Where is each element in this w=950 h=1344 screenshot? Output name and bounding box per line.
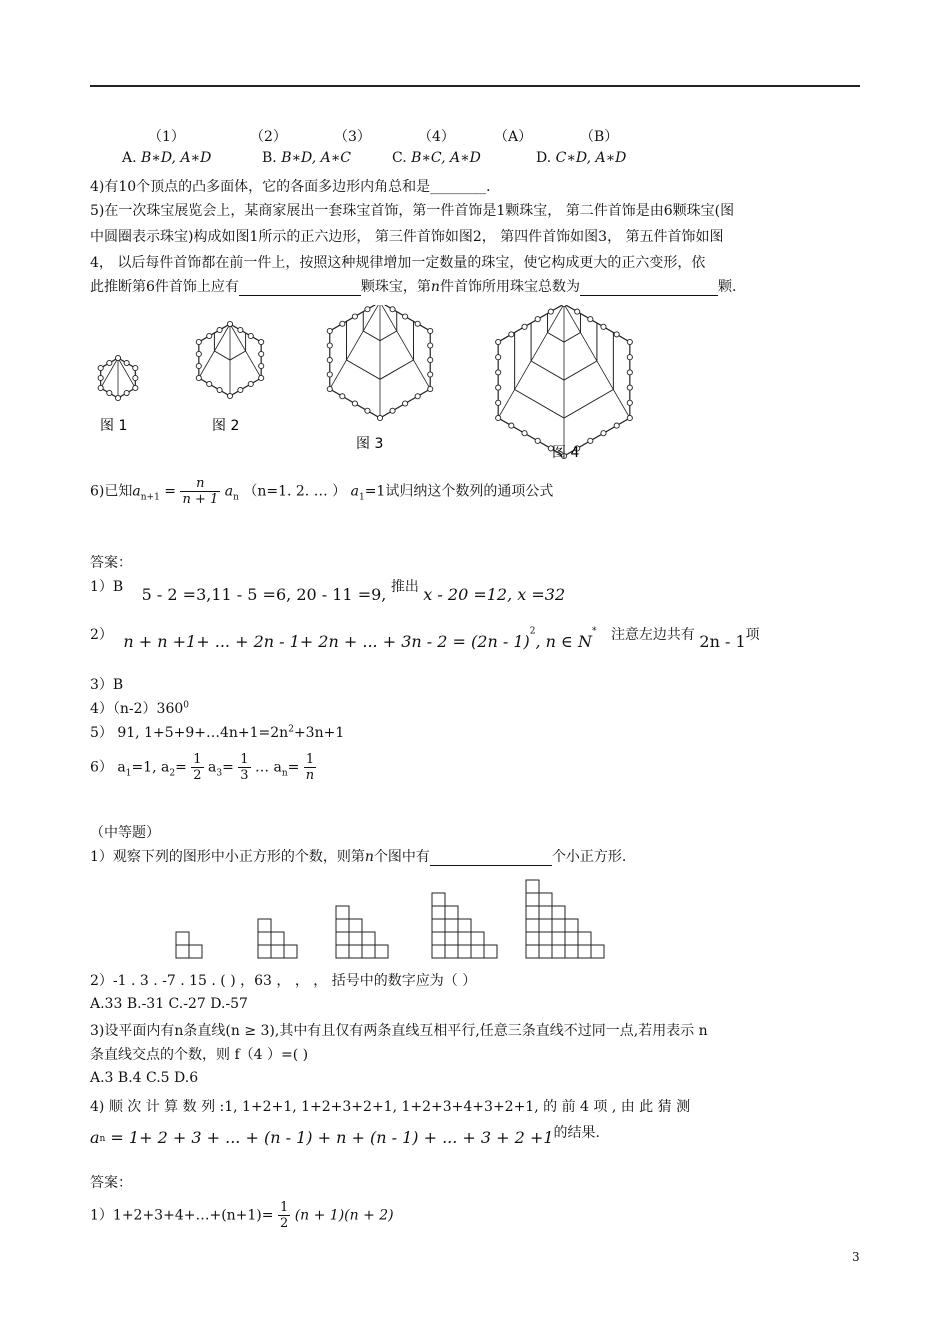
figure-2-jewel (207, 381, 212, 386)
figure-4-jewel (575, 309, 580, 314)
square-fig-5-cell (578, 932, 591, 945)
answer-6: 6） $a_1=1$, $a_2=$ $\frac{1}{2}$ $a_3=$ $\frac{1}{3}$ … $a_n=$ $\frac{1}{n}$ (90, 752, 315, 783)
figure-3-jewel (415, 321, 420, 326)
question-4: 4)有10个顶点的凸多面体，它的各面多边形内角总和是________． (90, 179, 501, 195)
figure-4-jewel (627, 339, 632, 344)
square-fig-5-cell (526, 945, 539, 958)
square-fig-3-cell (336, 906, 349, 919)
square-fig-4-cell (445, 932, 458, 945)
square-fig-3-cell (349, 945, 362, 958)
figure-1-jewel (115, 395, 120, 400)
figure-1-jewel (133, 385, 138, 390)
figure-3-jewel (327, 343, 332, 348)
option-0: A. B∗D, A∗D (122, 150, 212, 166)
medium-question-4-line2: $a_n = 1+ 2 + 3$ + ... + (n - 1) + n + (n - 1) + ... + 3 + 2 +1的结果. (90, 1125, 600, 1147)
figure-1-jewel (124, 390, 129, 395)
square-fig-5-cell (526, 893, 539, 906)
square-fig-4-cell (458, 919, 471, 932)
square-fig-4-cell (432, 919, 445, 932)
square-fig-3-cell (362, 932, 375, 945)
figure-3-jewel (390, 408, 395, 413)
medium-question-2-options: A.33 B.-31 C.-27 D.-57 (90, 996, 248, 1012)
figure-1-jewel (133, 375, 138, 380)
figure-3-jewel (352, 401, 357, 406)
square-fig-4-cell (445, 945, 458, 958)
figure-4-jewel (509, 423, 514, 428)
figure-4-jewel (496, 355, 501, 360)
square-fig-4-cell (484, 945, 497, 958)
figure-4-jewel (561, 305, 566, 307)
figure-4-jewel (496, 385, 501, 390)
square-fig-5-cell (552, 919, 565, 932)
square-fig-5-cell (578, 945, 591, 958)
medium-question-4-line1: 4) 顺 次 计 算 数 列 :1, 1+2+1, 1+2+3+2+1, 1+2+3+4+3+2+1, 的 前 4 项 , 由 此 猜 测 (90, 1099, 691, 1115)
square-fig-3-cell (336, 919, 349, 932)
square-fig-1-cell (176, 932, 189, 945)
option-1: B. B∗D, A∗C (262, 150, 351, 166)
options-header-5: （B） (580, 129, 619, 145)
answer-5: 5） 91, $1+5+9+\dots 4n+1=2n^2+3n+1$ (90, 724, 345, 741)
square-fig-2-cell (284, 945, 297, 958)
figure-4-jewel (627, 385, 632, 390)
square-fig-3-cell (349, 919, 362, 932)
options-header-0: （1） (148, 129, 185, 145)
figure-4-jewel (601, 324, 606, 329)
figure-2-jewel (196, 363, 201, 368)
square-fig-5-cell (552, 932, 565, 945)
figure-2-jewel (238, 327, 243, 332)
square-fig-5-cell (539, 906, 552, 919)
figure-1-jewel (107, 360, 112, 365)
square-fig-5-cell (552, 945, 565, 958)
option-3: D. C∗D, A∗D (536, 150, 627, 166)
figure-2-jewel (259, 339, 264, 344)
square-figures (170, 876, 620, 962)
options-header-3: （4） (418, 129, 455, 145)
square-fig-4-cell (432, 906, 445, 919)
square-fig-5-cell (539, 919, 552, 932)
square-fig-3-cell (375, 945, 388, 958)
figure-4-jewel (627, 355, 632, 360)
figure-3-jewel (428, 386, 433, 391)
figure-3-jewel (390, 307, 395, 312)
medium-question-2: 2）-1 . 3 . -7 . 15 . ( ) ，63 ， ， ， 括号中的数字应为（ ） (90, 973, 477, 989)
square-fig-5-cell (526, 906, 539, 919)
figure-3-jewel (428, 343, 433, 348)
square-fig-4-cell (471, 945, 484, 958)
square-fig-3-cell (362, 945, 375, 958)
figure-3-jewel (428, 328, 433, 333)
figure-3-jewel (365, 307, 370, 312)
square-fig-5-cell (526, 932, 539, 945)
answers-2-title: 答案： (90, 1175, 132, 1191)
figure-4-jewel (627, 370, 632, 375)
figure-4-jewel (522, 324, 527, 329)
figure-4-jewel (535, 317, 540, 322)
figure-3-jewel (327, 357, 332, 362)
figure-4-jewel (496, 339, 501, 344)
figure-label-2: 图 2 (212, 418, 240, 434)
square-fig-2-cell (271, 932, 284, 945)
answer-1: 1）B 5 - 2 =3,11 - 5 =6, 20 - 11 =9, 推出 x - 20 =12, x =32 (90, 579, 566, 604)
answer-2: 2） n + n +1+ ... + 2n - 1+ 2n + ... + 3n - 2 = (2n - 1)$^2$, n ∈ N* 注意左边共有 2n - 1项 (90, 626, 760, 651)
figure-2-jewel (196, 375, 201, 380)
square-fig-5-cell (565, 945, 578, 958)
square-fig-3-cell (336, 932, 349, 945)
options-header-2: （3） (334, 129, 371, 145)
figure-2-spoke-4 (199, 324, 230, 378)
figure-1-jewel (133, 365, 138, 370)
figure-3-jewel (403, 314, 408, 319)
figure-4-jewel (588, 317, 593, 322)
figure-2-jewel (196, 339, 201, 344)
medium-question-3-options: A.3 B.4 C.5 D.6 (90, 1070, 199, 1086)
square-fig-4-cell (458, 945, 471, 958)
square-fig-4-cell (471, 932, 484, 945)
question-5-line3: 4， 以后每件首饰都在前一件上，按照这种规律增加一定数量的珠宝，使它构成更大的正六变形，依 (90, 255, 706, 271)
figure-3-jewel (340, 394, 345, 399)
figure-2-jewel (248, 333, 253, 338)
figure-4-jewel (496, 415, 501, 420)
header-rule (90, 85, 860, 87)
figure-3-jewel (415, 394, 420, 399)
square-fig-3-cell (336, 945, 349, 958)
options-header-1: （2） (250, 129, 287, 145)
question-5-line2: 中圆圈表示珠宝)构成如图1所示的正六边形， 第三件首饰如图2， 第四件首饰如图3， 第五件首饰如图 (90, 229, 724, 245)
medium-answer-1: 1）1+2+3+4+…+(n+1)= $\frac{1}{2}$ (n + 1)(n + 2) (90, 1200, 394, 1231)
figure-2-jewel (207, 333, 212, 338)
page-number: 3 (852, 1250, 860, 1264)
figure-3-jewel (428, 372, 433, 377)
figure-4-spoke-4 (498, 305, 564, 418)
figure-1-jewel (98, 365, 103, 370)
figure-4-jewel (496, 370, 501, 375)
figure-2-jewel (196, 351, 201, 356)
figure-4-jewel (614, 332, 619, 337)
figure-1-jewel (115, 355, 120, 360)
figure-3-jewel (352, 314, 357, 319)
figure-2-spoke-2 (230, 324, 261, 378)
jewelry-figures (90, 305, 670, 465)
square-fig-5-cell (591, 945, 604, 958)
figure-3-jewel (428, 357, 433, 362)
figure-2-jewel (259, 351, 264, 356)
figure-1-jewel (124, 360, 129, 365)
square-fig-5-cell (526, 880, 539, 893)
figure-4-jewel (614, 423, 619, 428)
square-fig-5-cell (539, 945, 552, 958)
square-fig-5-cell (526, 919, 539, 932)
figure-label-3: 图 3 (356, 436, 384, 452)
figure-2-jewel (227, 393, 232, 398)
square-fig-5-cell (552, 906, 565, 919)
question-5-line4: 此推断第6件首饰上应有 颗珠宝，第n件首饰所用珠宝总数为 颗. (90, 279, 737, 295)
figure-2-jewel (238, 387, 243, 392)
figure-4-jewel (496, 400, 501, 405)
figure-2-jewel (227, 321, 232, 326)
square-fig-2-cell (258, 919, 271, 932)
figure-2-jewel (259, 375, 264, 380)
figure-2-jewel (217, 327, 222, 332)
answer-3: 3）B (90, 677, 124, 693)
square-fig-4-cell (445, 919, 458, 932)
answers-title: 答案： (90, 555, 132, 571)
square-fig-1-cell (189, 945, 202, 958)
figure-4-jewel (601, 431, 606, 436)
figure-2-jewel (217, 387, 222, 392)
square-fig-2-cell (258, 932, 271, 945)
figure-3-jewel (365, 408, 370, 413)
medium-question-3-line1: 3)设平面内有n条直线(n ≥ 3),其中有且仅有两条直线互相平行,任意三条直线不过同一点,若用表示 n (90, 1023, 708, 1039)
figure-4-jewel (509, 332, 514, 337)
figure-2-jewel (248, 381, 253, 386)
square-fig-5-cell (539, 893, 552, 906)
square-fig-1-cell (176, 945, 189, 958)
figure-1-jewel (107, 390, 112, 395)
figure-3-jewel (327, 328, 332, 333)
figure-4-jewel (627, 415, 632, 420)
figure-3-jewel (327, 372, 332, 377)
square-fig-3-cell (349, 932, 362, 945)
figure-4-jewel (535, 438, 540, 443)
medium-section-title: （中等题） (90, 825, 160, 841)
square-fig-4-cell (458, 932, 471, 945)
figure-4-jewel (588, 438, 593, 443)
figure-3-jewel (403, 401, 408, 406)
figure-4-jewel (627, 400, 632, 405)
figure-2-jewel (259, 363, 264, 368)
figure-label-4: 图 4 (552, 445, 580, 461)
figure-3-jewel (327, 386, 332, 391)
options-header-4: （A） (494, 129, 533, 145)
question-5-line1: 5)在一次珠宝展览会上，某商家展出一套珠宝首饰，第一件首饰是1颗珠宝， 第二件首饰是由6颗珠宝(图 (90, 203, 735, 219)
square-fig-4-cell (445, 906, 458, 919)
figure-3-jewel (340, 321, 345, 326)
figure-4-spoke-2 (564, 305, 630, 418)
medium-question-3-line2: 条直线交点的个数，则 f（4 ）=( ) (90, 1047, 309, 1063)
medium-question-1: 1）观察下列的图形中小正方形的个数，则第n个图中有 个小正方形. (90, 849, 627, 865)
square-fig-4-cell (432, 932, 445, 945)
square-fig-2-cell (271, 945, 284, 958)
option-2: C. B∗C, A∗D (392, 150, 481, 166)
figure-4-jewel (548, 309, 553, 314)
question-6: 6)已知$a_{n+1}$ = $\frac{n}{n + 1}$ $a_n$ （n=1. 2. … ） $a_1=1$试归纳这个数列的通项公式 (90, 476, 554, 507)
figure-1-jewel (98, 385, 103, 390)
answer-4: $4)(n-2)360^0$ (90, 700, 190, 717)
figure-3-jewel (377, 415, 382, 420)
square-fig-5-cell (539, 932, 552, 945)
figure-1-jewel (98, 375, 103, 380)
square-fig-4-cell (432, 945, 445, 958)
square-fig-5-cell (565, 932, 578, 945)
figure-4-jewel (522, 431, 527, 436)
figure-label-1: 图 1 (100, 418, 128, 434)
square-fig-4-cell (432, 893, 445, 906)
square-fig-5-cell (565, 919, 578, 932)
square-fig-2-cell (258, 945, 271, 958)
